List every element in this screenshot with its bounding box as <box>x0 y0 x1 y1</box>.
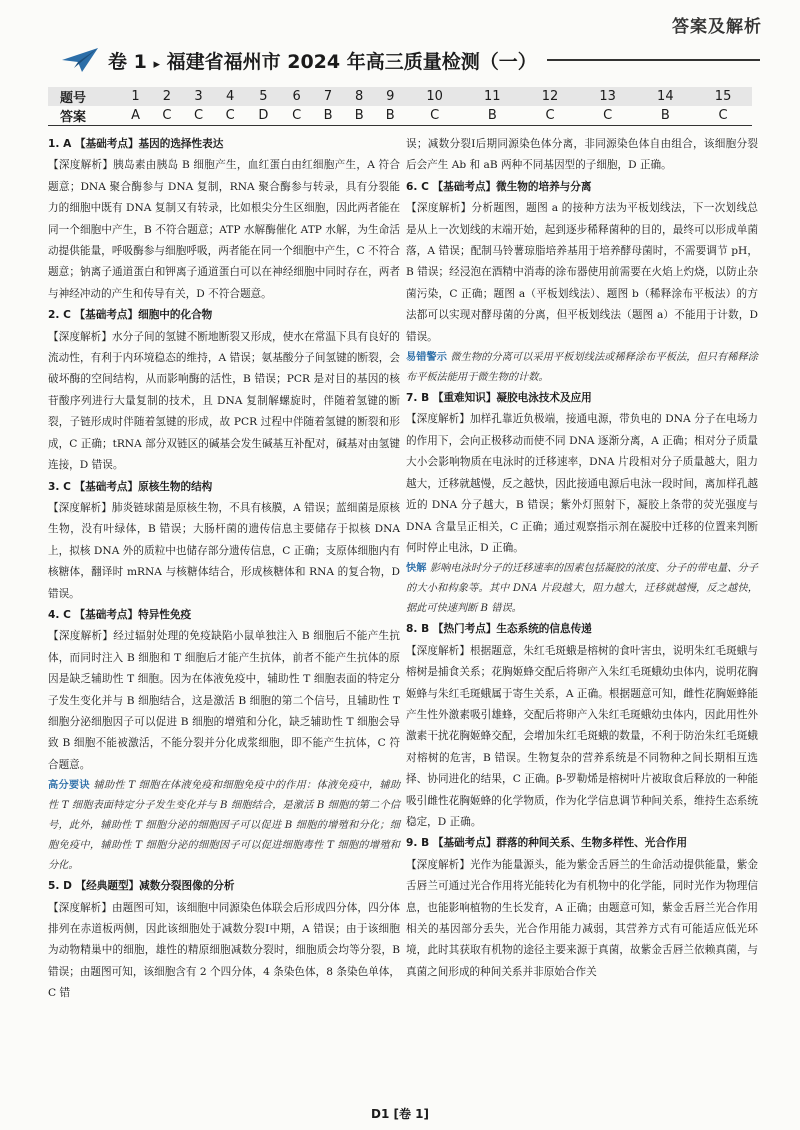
left-column <box>48 134 400 1005</box>
question-number: 1 <box>120 87 151 106</box>
answer-letter: B <box>636 106 694 126</box>
tip-heading: 快解 <box>406 563 427 575</box>
tip-heading: 易错警示 <box>406 352 448 364</box>
explanation-paragraph: 【深度解析】胰岛素由胰岛 B 细胞产生，血红蛋白由红细胞产生，A 符合题意；DNA 聚合酶参与 DNA 复制，RNA 聚合酶参与转录，具有分裂能力的细胞中既有 DNA 复制又有转录，比如根尖分生区细胞，因此两者能在同一个细胞中产生，B 不符合题意；ATP 水解酶催化 ATP 水解，为生命活动提供能量，呼吸酶参与细胞呼吸，两者能在同一个细胞中产生，C 不符合题意；钠离子通道蛋白和钾离子通道蛋白可以在神经细胞中同时存在，两者与神经冲动的产生和传导有关，D 不符合题意。 <box>48 159 400 300</box>
title-rule <box>547 59 760 61</box>
answer-letter: B <box>375 106 406 126</box>
answer-letter: C <box>214 106 246 126</box>
answer-letter: C <box>694 106 752 126</box>
question-heading: 3. C 【基础考点】原核生物的结构 <box>48 480 213 493</box>
question-heading: 9. B 【基础考点】群落的种间关系、生物多样性、光合作用 <box>406 837 688 850</box>
answer-table <box>48 87 752 126</box>
question-heading: 1. A 【基础考点】基因的选择性表达 <box>48 138 224 150</box>
question-number: 6 <box>281 87 313 106</box>
explanation-paragraph: 【深度解析】水分子间的氢键不断地断裂又形成，使水在常温下具有良好的流动性，有利于内环境稳态的维持，A 错误；氨基酸分子间氢键的断裂，会破坏酶的空间结构，从而影响酶的活性，B 错误；PCR 是对目的基因的核苷酸序列进行大量复制的技术，且 DNA 复制解螺旋时，伴随着氢键的断裂，子链形成时伴随着氢键的形成，故 PCR 过程中伴随着氢键的断裂和形成，C 正确；tRNA 部分双链区的碱基会发生碱基互补配对，碱基对由氢键连接，D 错误。 <box>48 330 400 472</box>
right-column <box>406 134 758 983</box>
question-heading: 6. C 【基础考点】微生物的培养与分离 <box>406 180 592 193</box>
answer-letter: C <box>521 106 579 126</box>
answer-letter: B <box>313 106 344 126</box>
question-heading: 7. B 【重难知识】凝胶电泳技术及应用 <box>406 392 592 405</box>
question-heading: 4. C 【基础考点】特异性免疫 <box>48 608 192 621</box>
answer-letter: C <box>406 106 464 126</box>
question-number: 11 <box>463 87 521 106</box>
paper-plane-icon <box>60 46 100 74</box>
explanation-paragraph: 【深度解析】根据题意，朱红毛斑蛾是榕树的食叶害虫，说明朱红毛斑蛾与榕树是捕食关系；花胸姬蜂交配后将卵产入朱红毛斑蛾幼虫体内，说明花胸姬蜂与朱红毛斑蛾属于寄生关系，A 正确。根据题意可知，雌性花胸姬蜂能产生性外激素吸引雄蜂，交配后将卵产入朱红毛斑蛾幼虫体内，因此用性外激素干扰花胸姬蜂交配，会增加朱红毛斑蛾的数量，不利于防治朱红毛斑蛾对榕树的危害，B 错误。生物复杂的营养系统是不同物种之间长期相互选择、协同进化的结果，C 正确。β-罗勒烯是榕树叶片被取食后释放的一种能吸引雌性花胸姬蜂的化学物质，作为化学信息调节种间关系，维持生态系统稳定，D 正确。 <box>406 644 758 828</box>
answer-letter: A <box>120 106 151 126</box>
explanation-paragraph: 【深度解析】由题图可知，该细胞中同源染色体联会后形成四分体，四分体排列在赤道板两侧，因此该细胞处于减数分裂Ⅰ中期，A 错误；由于该细胞为动物精巢中的细胞，雄性的精原细胞减数分裂时，细胞质会均等分裂，B 错误；由题图可知，该细胞含有 2 个四分体，4 条染色体，8 条染色单体，C 错 <box>48 901 400 1000</box>
tip-heading: 高分要诀 <box>48 780 90 792</box>
question-number: 13 <box>579 87 637 106</box>
section-label: 答案及解析 <box>672 17 762 37</box>
answer-letter: C <box>151 106 183 126</box>
question-number-label: 题号 <box>48 87 120 106</box>
answer-letter: C <box>183 106 215 126</box>
question-number: 4 <box>214 87 246 106</box>
question-number: 8 <box>344 87 375 106</box>
question-number: 15 <box>694 87 752 106</box>
tip-note <box>48 776 400 876</box>
answer-letter: B <box>463 106 521 126</box>
tip-text: 影响电泳时分子的迁移速率的因素包括凝胶的浓度、分子的带电量、分子的大小和构象等。其中 DNA 片段越大，阻力越大，迁移就越慢，反之越快，据此可快速判断 B 错误。 <box>406 563 758 615</box>
answer-letter: B <box>344 106 375 126</box>
answer-letter: D <box>246 106 281 126</box>
question-heading: 8. B 【热门考点】生态系统的信息传递 <box>406 623 592 636</box>
tip-text: 辅助性 T 细胞在体液免疫和细胞免疫中的作用：体液免疫中，辅助性 T 细胞表面特定分子发生变化并与 B 细胞结合，是激活 B 细胞的第二个信号，此外，辅助性 T 细胞分泌的细胞因子可以促进 B 细胞的增殖和分化；细胞免疫中，辅助性 T 细胞分泌的细胞因子可以促进细胞毒性 T 细胞的增殖和分化。 <box>48 780 401 872</box>
question-number: 14 <box>636 87 694 106</box>
question-number: 3 <box>183 87 215 106</box>
answer-letter: C <box>281 106 313 126</box>
question-number: 12 <box>521 87 579 106</box>
tip-note <box>406 559 758 619</box>
question-number: 5 <box>246 87 281 106</box>
question-number: 7 <box>313 87 344 106</box>
question-heading: 2. C 【基础考点】细胞中的化合物 <box>48 309 213 322</box>
explanation-paragraph: 误；减数分裂Ⅰ后期同源染色体分离，非同源染色体自由组合，该细胞分裂后会产生 Ab 和 aB 两种不同基因型的子细胞，D 正确。 <box>406 138 758 172</box>
question-number: 9 <box>375 87 406 106</box>
question-number: 10 <box>406 87 464 106</box>
tip-text: 微生物的分离可以采用平板划线法或稀释涂布平板法，但只有稀释涂布平板法能用于微生物的计数。 <box>406 352 758 384</box>
page-title: 卷 1 ▸ 福建省福州市 2024 年高三质量检测（一） <box>108 50 537 73</box>
question-number: 2 <box>151 87 183 106</box>
answer-label: 答案 <box>48 106 120 126</box>
page-footer: D1 [卷 1] <box>371 1107 429 1121</box>
question-heading: 5. D 【经典题型】减数分裂图像的分析 <box>48 880 235 893</box>
explanation-paragraph: 【深度解析】经过辐射处理的免疫缺陷小鼠单独注入 B 细胞后不能产生抗体，而同时注入 B 细胞和 T 细胞后才能产生抗体，前者不能产生抗体的原因是缺乏辅助性 T 细胞。因为在体液免疫中，辅助性 T 细胞表面的特定分子发生变化并与 B 细胞结合，这是激活 B 细胞的第二个信号，且辅助性 T 细胞分泌细胞因子可以促进 B 细胞的增殖和分化，缺乏辅助性 T 细胞会导致 B 细胞不能被激活，不能分裂并分化成浆细胞，即不能产生抗体，C 符合题意。 <box>48 630 400 771</box>
explanation-paragraph: 【深度解析】肺炎链球菌是原核生物，不具有核膜，A 错误；蓝细菌是原核生物，没有叶绿体，B 错误；大肠杆菌的遗传信息主要储存于拟核 DNA 上，拟核 DNA 外的质粒中也储存部分遗传信息，C 正确；支原体细胞内有核糖体，翻译时 mRNA 与核糖体结合，形成核糖体和 RNA 的复合物，D 错误。 <box>48 501 400 600</box>
explanation-paragraph: 【深度解析】光作为能量源头，能为紫金舌唇兰的生命活动提供能量，紫金舌唇兰可通过光合作用将光能转化为有机物中的化学能，同时光作为物理信息，也能影响植物的生长发育，A 正确；由题意可知，紫金舌唇兰光合作用相关的基因部分丢失，光合作用能力减弱，其营养方式有可能适应低光环境，此时其获取有机物的途径主要来源于真菌，故紫金舌唇兰依赖真菌，与真菌之间形成的种间关系并非原始合作关 <box>406 858 758 978</box>
title-bar <box>60 44 760 76</box>
tip-note <box>406 348 758 388</box>
explanation-paragraph: 【深度解析】分析题图，题图 a 的接种方法为平板划线法，下一次划线总是从上一次划线的末端开始，起到逐步稀释菌种的目的，最终可以形成单菌落，A 错误；配制马铃薯琼脂培养基用于培养酵母菌时，不需要调节 pH，B 错误；经浸泡在酒精中消毒的涂布器使用前需要在火焰上灼烧，以防止杂菌污染，C 正确；题图 a（平板划线法）、题图 b（稀释涂布平板法）的方法都可以实现对酵母菌的分离，但平板划线法（题图 a）不能用于计数，D 错误。 <box>406 202 758 343</box>
explanation-paragraph: 【深度解析】加样孔靠近负极端，接通电源，带负电的 DNA 分子在电场力的作用下，会向正极移动而使不同 DNA 逐渐分离，A 正确；相对分子质量大小会影响物质在电泳时的迁移速率，DNA 片段相对分子质量越大，阻力越大，迁移就越慢，反之越快，因此接通电源后电泳一段时间，离加样孔越近的 DNA 分子越大，B 错误；紫外灯照射下，凝胶上条带的荧光强度与 DNA 含量呈正相关，C 正确；通过观察指示剂在凝胶中迁移的位置来判断何时停止电泳，D 正确。 <box>406 413 758 554</box>
answer-letter: C <box>579 106 637 126</box>
